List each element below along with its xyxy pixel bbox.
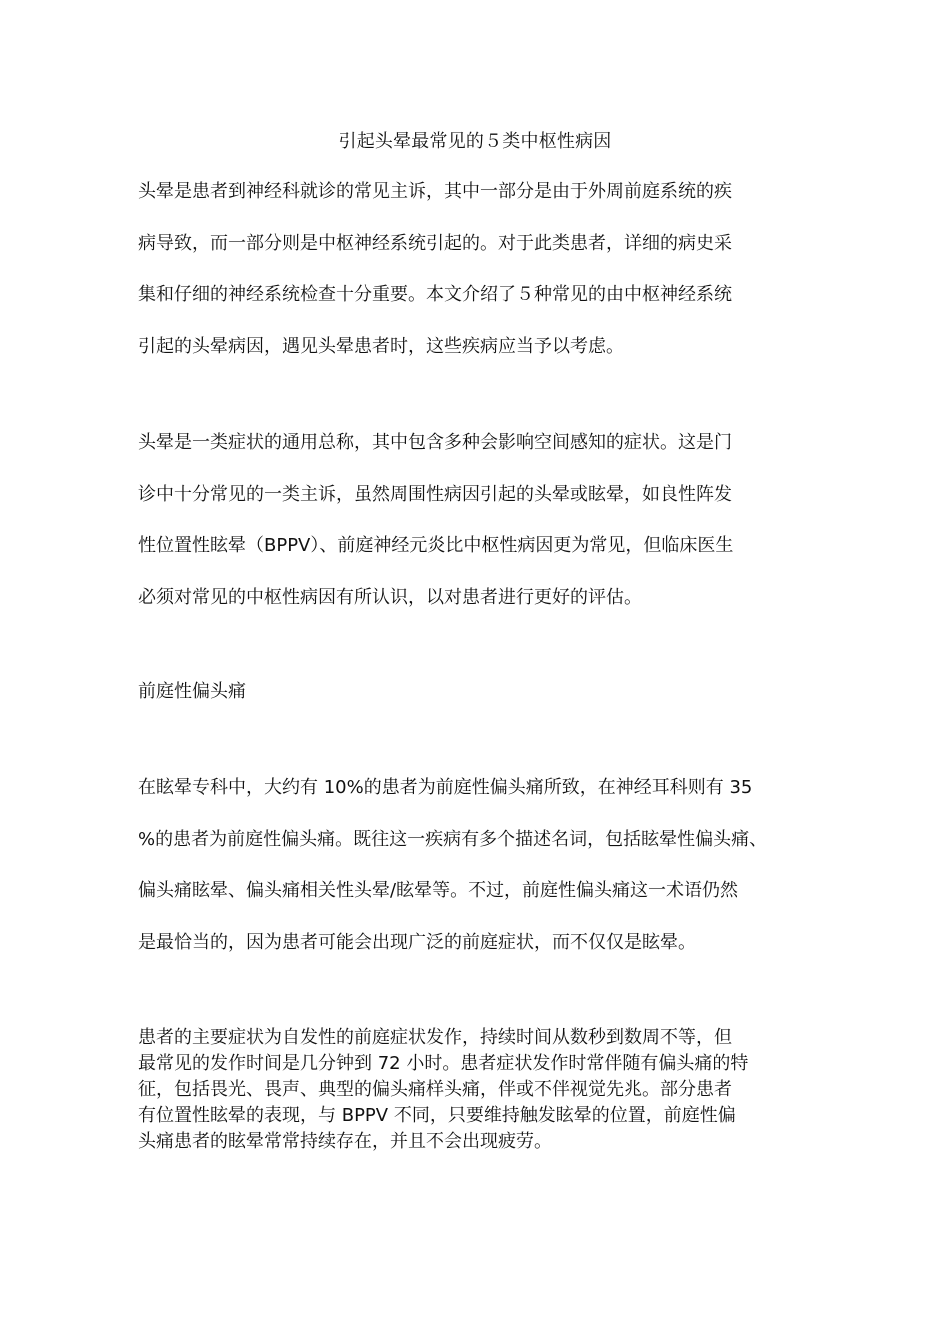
vm-para1-line: 是最恰当的，因为患者可能会出现广泛的前庭症状，而不仅仅是眩晕。 [138,931,696,953]
section-heading: 前庭性偏头痛 [138,681,246,702]
vm-para2-line: 患者的主要症状为自发性的前庭症状发作，持续时间从数秒到数周不等，但 [138,1027,732,1048]
vestibular-migraine-paragraph-2 [138,1025,828,1155]
general-line: 性位置性眩晕（BPPV）、前庭神经元炎比中枢性病因更为常见，但临床医生 [138,535,734,556]
vm-para1-line: 偏头痛眩晕、偏头痛相关性头晕/眩晕等。不过，前庭性偏头痛这一术语仍然 [138,880,739,901]
intro-line: 病导致，而一部分则是中枢神经系统引起的。对于此类患者，详细的病史采 [138,232,732,254]
general-line: 必须对常见的中枢性病因有所认识，以对患者进行更好的评估。 [138,586,642,608]
vm-para2-line: 有位置性眩晕的表现，与 BPPV 不同，只要维持触发眩晕的位置，前庭性偏 [138,1105,736,1126]
intro-line: 集和仔细的神经系统检查十分重要。本文介绍了５种常见的由中枢神经系统 [138,284,732,305]
vm-para1-line: 在眩晕专科中，大约有 10%的患者为前庭性偏头痛所致，在神经耳科则有 35 [138,777,753,798]
vm-para2-line: 最常见的发作时间是几分钟到 72 小时。患者症状发作时常伴随有偏头痛的特 [138,1053,749,1074]
vestibular-migraine-paragraph-1 [138,762,828,968]
general-line: 诊中十分常见的一类主诉，虽然周围性病因引起的头晕或眩晕，如良性阵发 [138,483,732,505]
general-paragraph [138,417,828,623]
intro-line: 引起的头晕病因，遇见头晕患者时，这些疾病应当予以考虑。 [138,335,624,357]
vm-para2-line: 头痛患者的眩晕常常持续存在，并且不会出现疲劳。 [138,1131,552,1152]
intro-line: 头晕是患者到神经科就诊的常见主诉，其中一部分是由于外周前庭系统的疾 [138,181,732,202]
general-line: 头晕是一类症状的通用总称，其中包含多种会影响空间感知的症状。这是门 [138,432,732,453]
document-title: 引起头晕最常见的５类中枢性病因 [338,131,612,152]
vm-para2-line: 征，包括畏光、畏声、典型的偏头痛样头痛，伴或不伴视觉先兆。部分患者 [138,1079,732,1100]
intro-paragraph [138,166,828,372]
vm-para1-line: %的患者为前庭性偏头痛。既往这一疾病有多个描述名词，包括眩晕性偏头痛、 [138,828,768,850]
